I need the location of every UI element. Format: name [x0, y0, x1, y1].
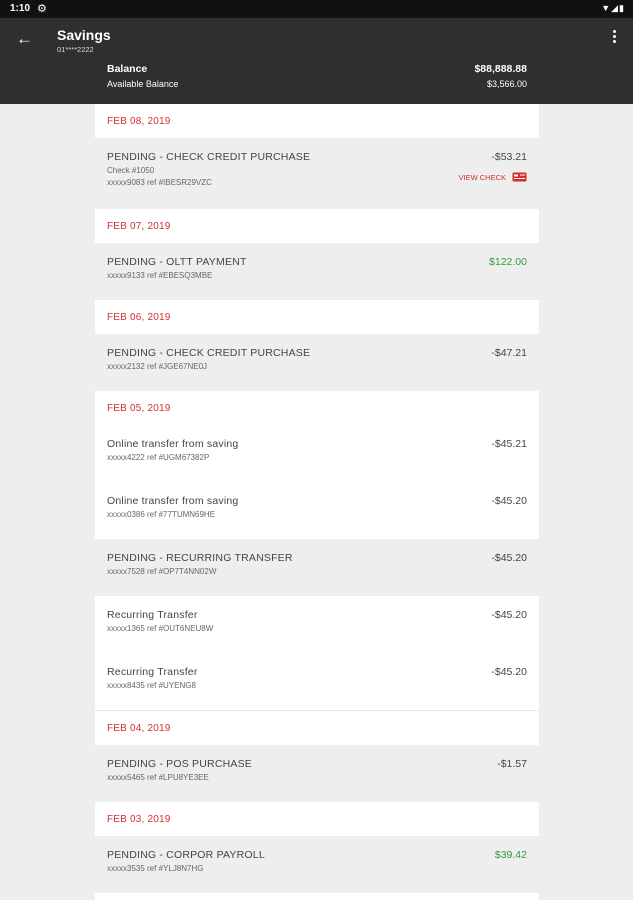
date-header: FEB 04, 2019 — [95, 711, 539, 745]
transaction-row[interactable] — [95, 745, 539, 802]
check-number: Check #1050 — [107, 166, 155, 175]
transaction-row[interactable] — [95, 138, 539, 209]
transaction-description: PENDING - CORPOR PAYROLL — [107, 849, 265, 861]
transaction-row[interactable] — [95, 243, 539, 300]
status-bar — [0, 0, 633, 18]
date-header: FEB 03, 2019 — [95, 802, 539, 836]
transaction-description: PENDING - RECURRING TRANSFER — [107, 552, 293, 564]
transaction-description: Recurring Transfer — [107, 666, 198, 678]
transaction-reference: xxxxx8435 ref #UYENG8 — [107, 681, 196, 690]
transaction-description: PENDING - CHECK CREDIT PURCHASE — [107, 151, 311, 163]
transaction-row[interactable] — [95, 334, 539, 391]
transaction-row[interactable] — [95, 653, 539, 710]
transaction-reference: xxxxx1365 ref #OUT6NEU8W — [107, 624, 214, 633]
transaction-description: Online transfer from saving — [107, 495, 239, 507]
available-balance-value: $3,566.00 — [486, 79, 527, 89]
date-header: FEB 06, 2019 — [95, 300, 539, 334]
transaction-reference: xxxxx2132 ref #JGE67NE0J — [107, 362, 208, 371]
settings-icon: ⚙ — [37, 3, 47, 15]
transaction-row[interactable] — [95, 836, 539, 893]
next-date-header-partial — [95, 893, 539, 900]
transaction-amount: $122.00 — [489, 256, 527, 268]
transaction-reference: xxxxx7528 ref #OP7T4NN02W — [107, 567, 217, 576]
transaction-list — [95, 104, 539, 900]
transaction-row[interactable] — [95, 425, 539, 482]
transaction-row[interactable] — [95, 482, 539, 539]
more-options-icon[interactable] — [613, 30, 617, 45]
app-bar — [0, 18, 633, 104]
transaction-description: PENDING - POS PURCHASE — [107, 758, 253, 770]
transaction-reference: xxxxx9133 ref #EBESQ3MBE — [107, 271, 213, 280]
transaction-amount: $39.42 — [494, 849, 527, 861]
available-balance-label: Available Balance — [107, 79, 179, 89]
transaction-row[interactable] — [95, 596, 539, 653]
transaction-description: PENDING - CHECK CREDIT PURCHASE — [107, 347, 311, 359]
date-header: FEB 07, 2019 — [95, 209, 539, 243]
transaction-amount: -$45.20 — [491, 495, 527, 507]
date-header: FEB 05, 2019 — [95, 391, 539, 425]
transaction-amount: -$45.20 — [491, 666, 527, 678]
transaction-amount: -$53.21 — [491, 151, 527, 163]
back-arrow-icon[interactable]: ← — [16, 29, 33, 48]
transaction-reference: xxxxx5465 ref #LPU8YE3EE — [107, 773, 209, 782]
view-check-link[interactable] — [458, 172, 527, 182]
page-title: Savings — [57, 27, 111, 43]
transaction-description: Recurring Transfer — [107, 609, 198, 621]
transaction-reference: xxxxx4222 ref #UGM67382P — [107, 453, 210, 462]
transaction-amount: -$47.21 — [491, 347, 527, 359]
view-check-label: VIEW CHECK — [458, 172, 506, 182]
transaction-reference: xxxxx9083 ref #IBESR29VZC — [107, 178, 212, 187]
check-image-icon — [512, 172, 527, 182]
transaction-amount: -$45.20 — [491, 552, 527, 564]
transaction-description: Online transfer from saving — [107, 438, 239, 450]
transaction-reference: xxxxx3535 ref #YLJ8N7HG — [107, 864, 204, 873]
transaction-reference: xxxxx0386 ref #77TUMN69HE — [107, 510, 216, 519]
transaction-amount: -$45.21 — [491, 438, 527, 450]
signal-battery-icons: ▼◢▮ — [601, 3, 625, 13]
balance-value: $88,888.88 — [474, 63, 527, 75]
transaction-amount: -$1.57 — [497, 758, 527, 770]
transaction-amount: -$45.20 — [491, 609, 527, 621]
date-header: FEB 08, 2019 — [95, 104, 539, 138]
balance-label: Balance — [107, 63, 148, 75]
transaction-row[interactable] — [95, 539, 539, 596]
transaction-description: PENDING - OLTT PAYMENT — [107, 256, 247, 268]
status-time: 1:10 — [10, 3, 31, 14]
account-number: 01****2222 — [57, 45, 94, 54]
